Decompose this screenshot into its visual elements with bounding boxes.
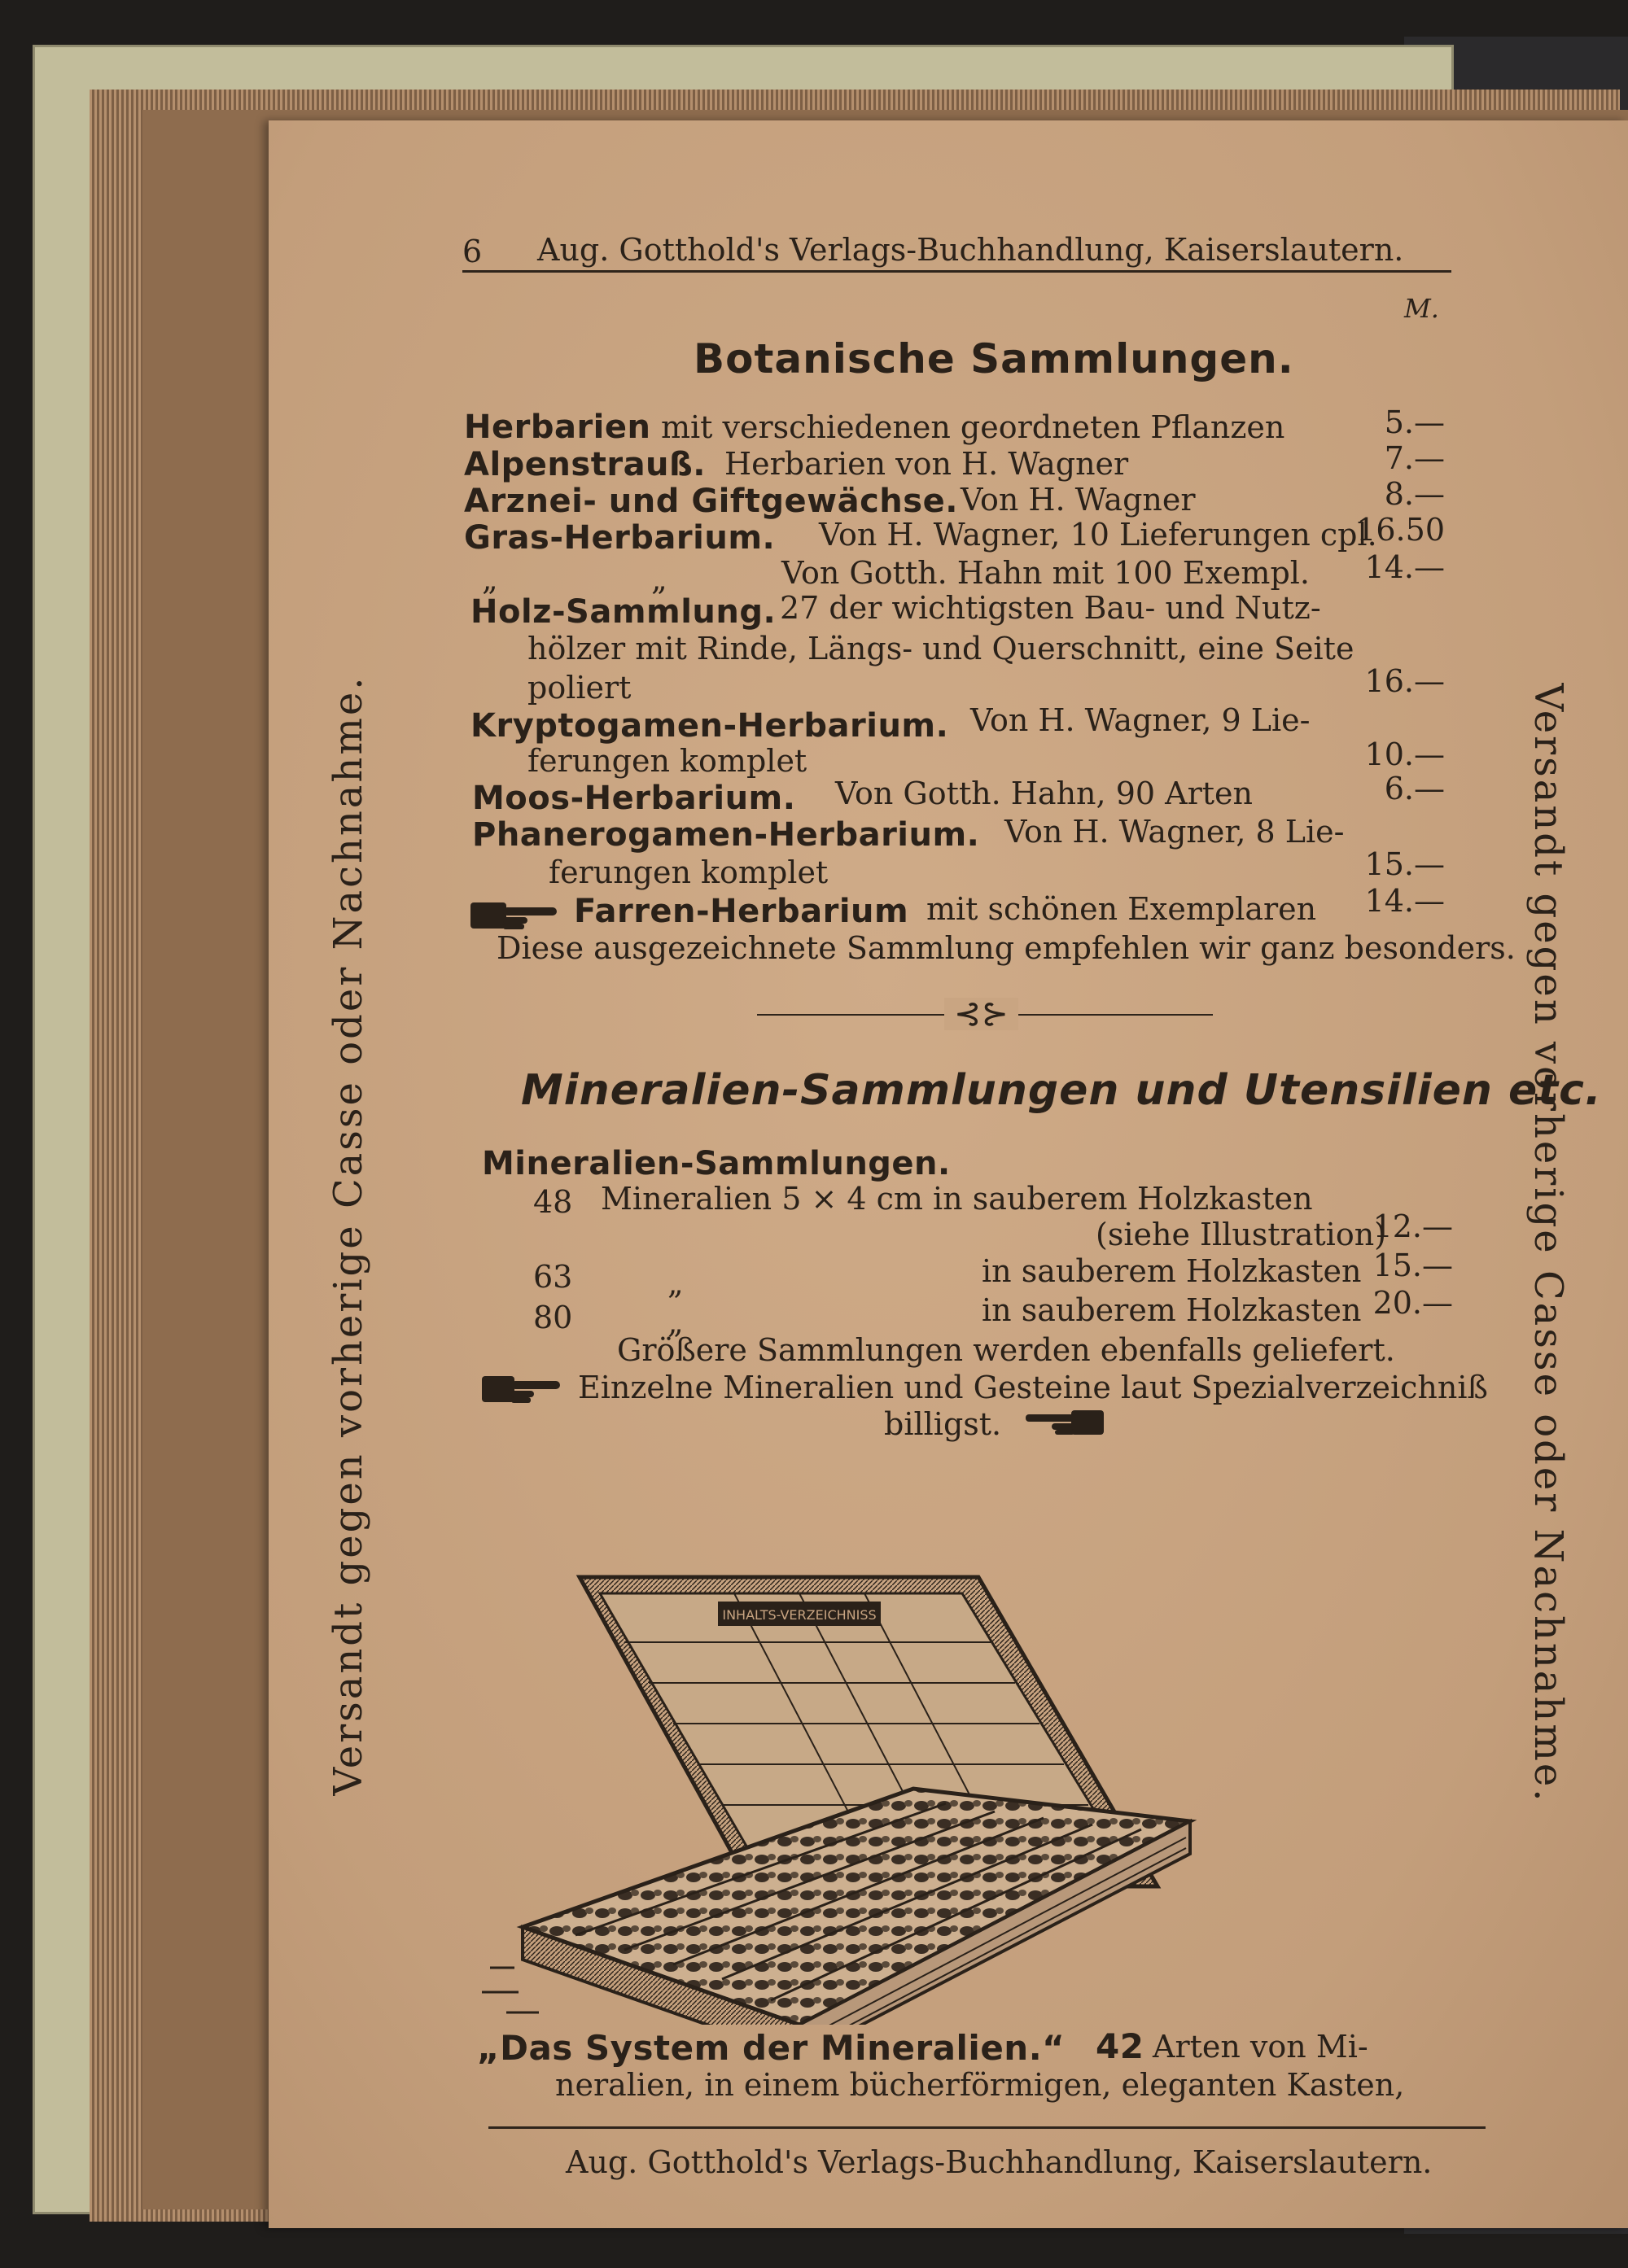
item-holz-line3: poliert bbox=[527, 670, 632, 706]
item-farren-name: Farren-Herbarium bbox=[574, 893, 909, 930]
ditto-mark-2: „ bbox=[651, 562, 667, 597]
item-phanerogamen-name: Phanerogamen-Herbarium. bbox=[472, 816, 980, 854]
item-arznei-desc: Von H. Wagner bbox=[961, 482, 1196, 518]
item-moos-desc: Von Gotth. Hahn, 90 Arten bbox=[835, 776, 1253, 811]
mineral-80-count: 80 bbox=[533, 1300, 573, 1335]
box-lid-label: INHALTS-VERZEICHNISS bbox=[722, 1607, 877, 1623]
mineral-63-desc: in sauberem Holzkasten bbox=[982, 1253, 1362, 1289]
item-kryptogamen-price: 10.— bbox=[1364, 736, 1445, 772]
system-desc-line2: neralien, in einem bücherförmigen, eleganten Kasten, bbox=[555, 2067, 1405, 2103]
item-herbarien-name: Herbarien bbox=[464, 409, 651, 446]
item-farren-desc: mit schönen Exemplaren bbox=[926, 891, 1317, 927]
mineral-80-desc: in sauberem Holzkasten bbox=[982, 1292, 1362, 1328]
item-arznei-price: 8.— bbox=[1384, 476, 1445, 512]
note-single-minerals-line1: Einzelne Mineralien und Gesteine laut Spezialverzeichniß bbox=[578, 1370, 1488, 1405]
item-gras-price: 16.50 bbox=[1356, 512, 1445, 548]
item-phanerogamen-line1: Von H. Wagner, 8 Lie- bbox=[1004, 814, 1345, 850]
mineral-80-price: 20.— bbox=[1372, 1285, 1453, 1321]
item-gras-hahn-desc: Von Gotth. Hahn mit 100 Exempl. bbox=[781, 555, 1311, 591]
mineral-48-count: 48 bbox=[533, 1184, 573, 1220]
note-larger-collections: Größere Sammlungen werden ebenfalls geliefert. bbox=[617, 1332, 1395, 1368]
mineral-63-price: 15.— bbox=[1372, 1248, 1453, 1283]
subtitle-mineral-collections: Mineralien-Sammlungen. bbox=[482, 1145, 951, 1182]
item-phanerogamen-line2: ferungen komplet bbox=[549, 854, 829, 890]
item-herbarien-desc: mit verschiedenen geordneten Pflanzen bbox=[661, 409, 1285, 445]
mineral-box-illustration bbox=[457, 1439, 1337, 2025]
system-desc-line1: Arten von Mi- bbox=[1153, 2029, 1368, 2065]
item-alpenstrauss-desc: Herbarien von H. Wagner bbox=[724, 446, 1129, 482]
pointing-hand-icon bbox=[470, 898, 560, 933]
header-rule bbox=[462, 270, 1451, 273]
pointing-hand-icon bbox=[1022, 1406, 1104, 1439]
item-moos-price: 6.— bbox=[1384, 771, 1445, 806]
note-single-minerals-line2: billigst. bbox=[884, 1406, 1002, 1442]
catalog-page bbox=[269, 120, 1628, 2228]
item-gras-desc: Von H. Wagner, 10 Lieferungen cpl. bbox=[819, 517, 1377, 553]
item-kryptogamen-line2: ferungen komplet bbox=[527, 743, 807, 779]
item-phanerogamen-price: 15.— bbox=[1364, 846, 1445, 882]
mineral-48-price: 12.— bbox=[1372, 1208, 1453, 1244]
system-title: „Das System der Mineralien.“ bbox=[477, 2028, 1066, 2068]
item-holz-line2: hölzer mit Rinde, Längs- und Querschnitt, eine Seite bbox=[527, 631, 1354, 666]
currency-mark: M. bbox=[1404, 293, 1439, 324]
item-kryptogamen-line1: Von H. Wagner, 9 Lie- bbox=[970, 702, 1311, 738]
system-count: 42 bbox=[1096, 2026, 1144, 2066]
recommendation-text: Diese ausgezeichnete Sammlung empfehlen wir ganz besonders. bbox=[497, 930, 1516, 966]
mineral-48-illustration-note: (siehe Illustration) bbox=[1096, 1217, 1386, 1252]
item-gras-name: Gras-Herbarium. bbox=[464, 519, 776, 557]
item-herbarien-price: 5.— bbox=[1384, 404, 1445, 440]
running-head: Aug. Gotthold's Verlags-Buchhandlung, Kaiserslautern. bbox=[537, 232, 1404, 268]
item-alpenstrauss-price: 7.— bbox=[1384, 440, 1445, 476]
mineral-63-ditto: „ bbox=[667, 1265, 684, 1301]
divider-ornament: ⊰⊱ bbox=[944, 998, 1018, 1030]
item-holz-price: 16.— bbox=[1364, 663, 1445, 699]
mineral-63-count: 63 bbox=[533, 1259, 573, 1295]
mineral-80-ditto: „ bbox=[667, 1304, 684, 1340]
ditto-mark-1: „ bbox=[482, 562, 498, 597]
item-holz-line1: 27 der wichtigsten Bau- und Nutz- bbox=[780, 590, 1321, 626]
item-arznei-name: Arznei- und Giftgewächse. bbox=[464, 483, 958, 520]
footer-rule bbox=[488, 2126, 1486, 2129]
item-farren-price: 14.— bbox=[1364, 883, 1445, 919]
side-note-left: Versandt gegen vorherige Casse oder Nachnahme. bbox=[326, 675, 371, 1796]
item-holz-name: Holz-Sammlung. bbox=[470, 593, 777, 631]
pointing-hand-icon bbox=[482, 1371, 563, 1407]
section-title-botanical: Botanische Sammlungen. bbox=[694, 335, 1294, 382]
page-number: 6 bbox=[462, 234, 483, 269]
section-title-minerals: Mineralien-Sammlungen und Utensilien etc. bbox=[521, 1066, 1602, 1115]
item-gras-hahn-price: 14.— bbox=[1364, 549, 1445, 585]
item-alpenstrauss-name: Alpenstrauß. bbox=[464, 446, 706, 483]
item-moos-name: Moos-Herbarium. bbox=[472, 780, 796, 817]
footer-publisher: Aug. Gotthold's Verlags-Buchhandlung, Kaiserslautern. bbox=[566, 2144, 1433, 2180]
mineral-48-desc: Mineralien 5 × 4 cm in sauberem Holzkasten bbox=[601, 1181, 1313, 1217]
item-kryptogamen-name: Kryptogamen-Herbarium. bbox=[470, 707, 949, 745]
side-note-right: Versandt gegen vorherige Casse oder Nachnahme. bbox=[1525, 683, 1571, 1804]
